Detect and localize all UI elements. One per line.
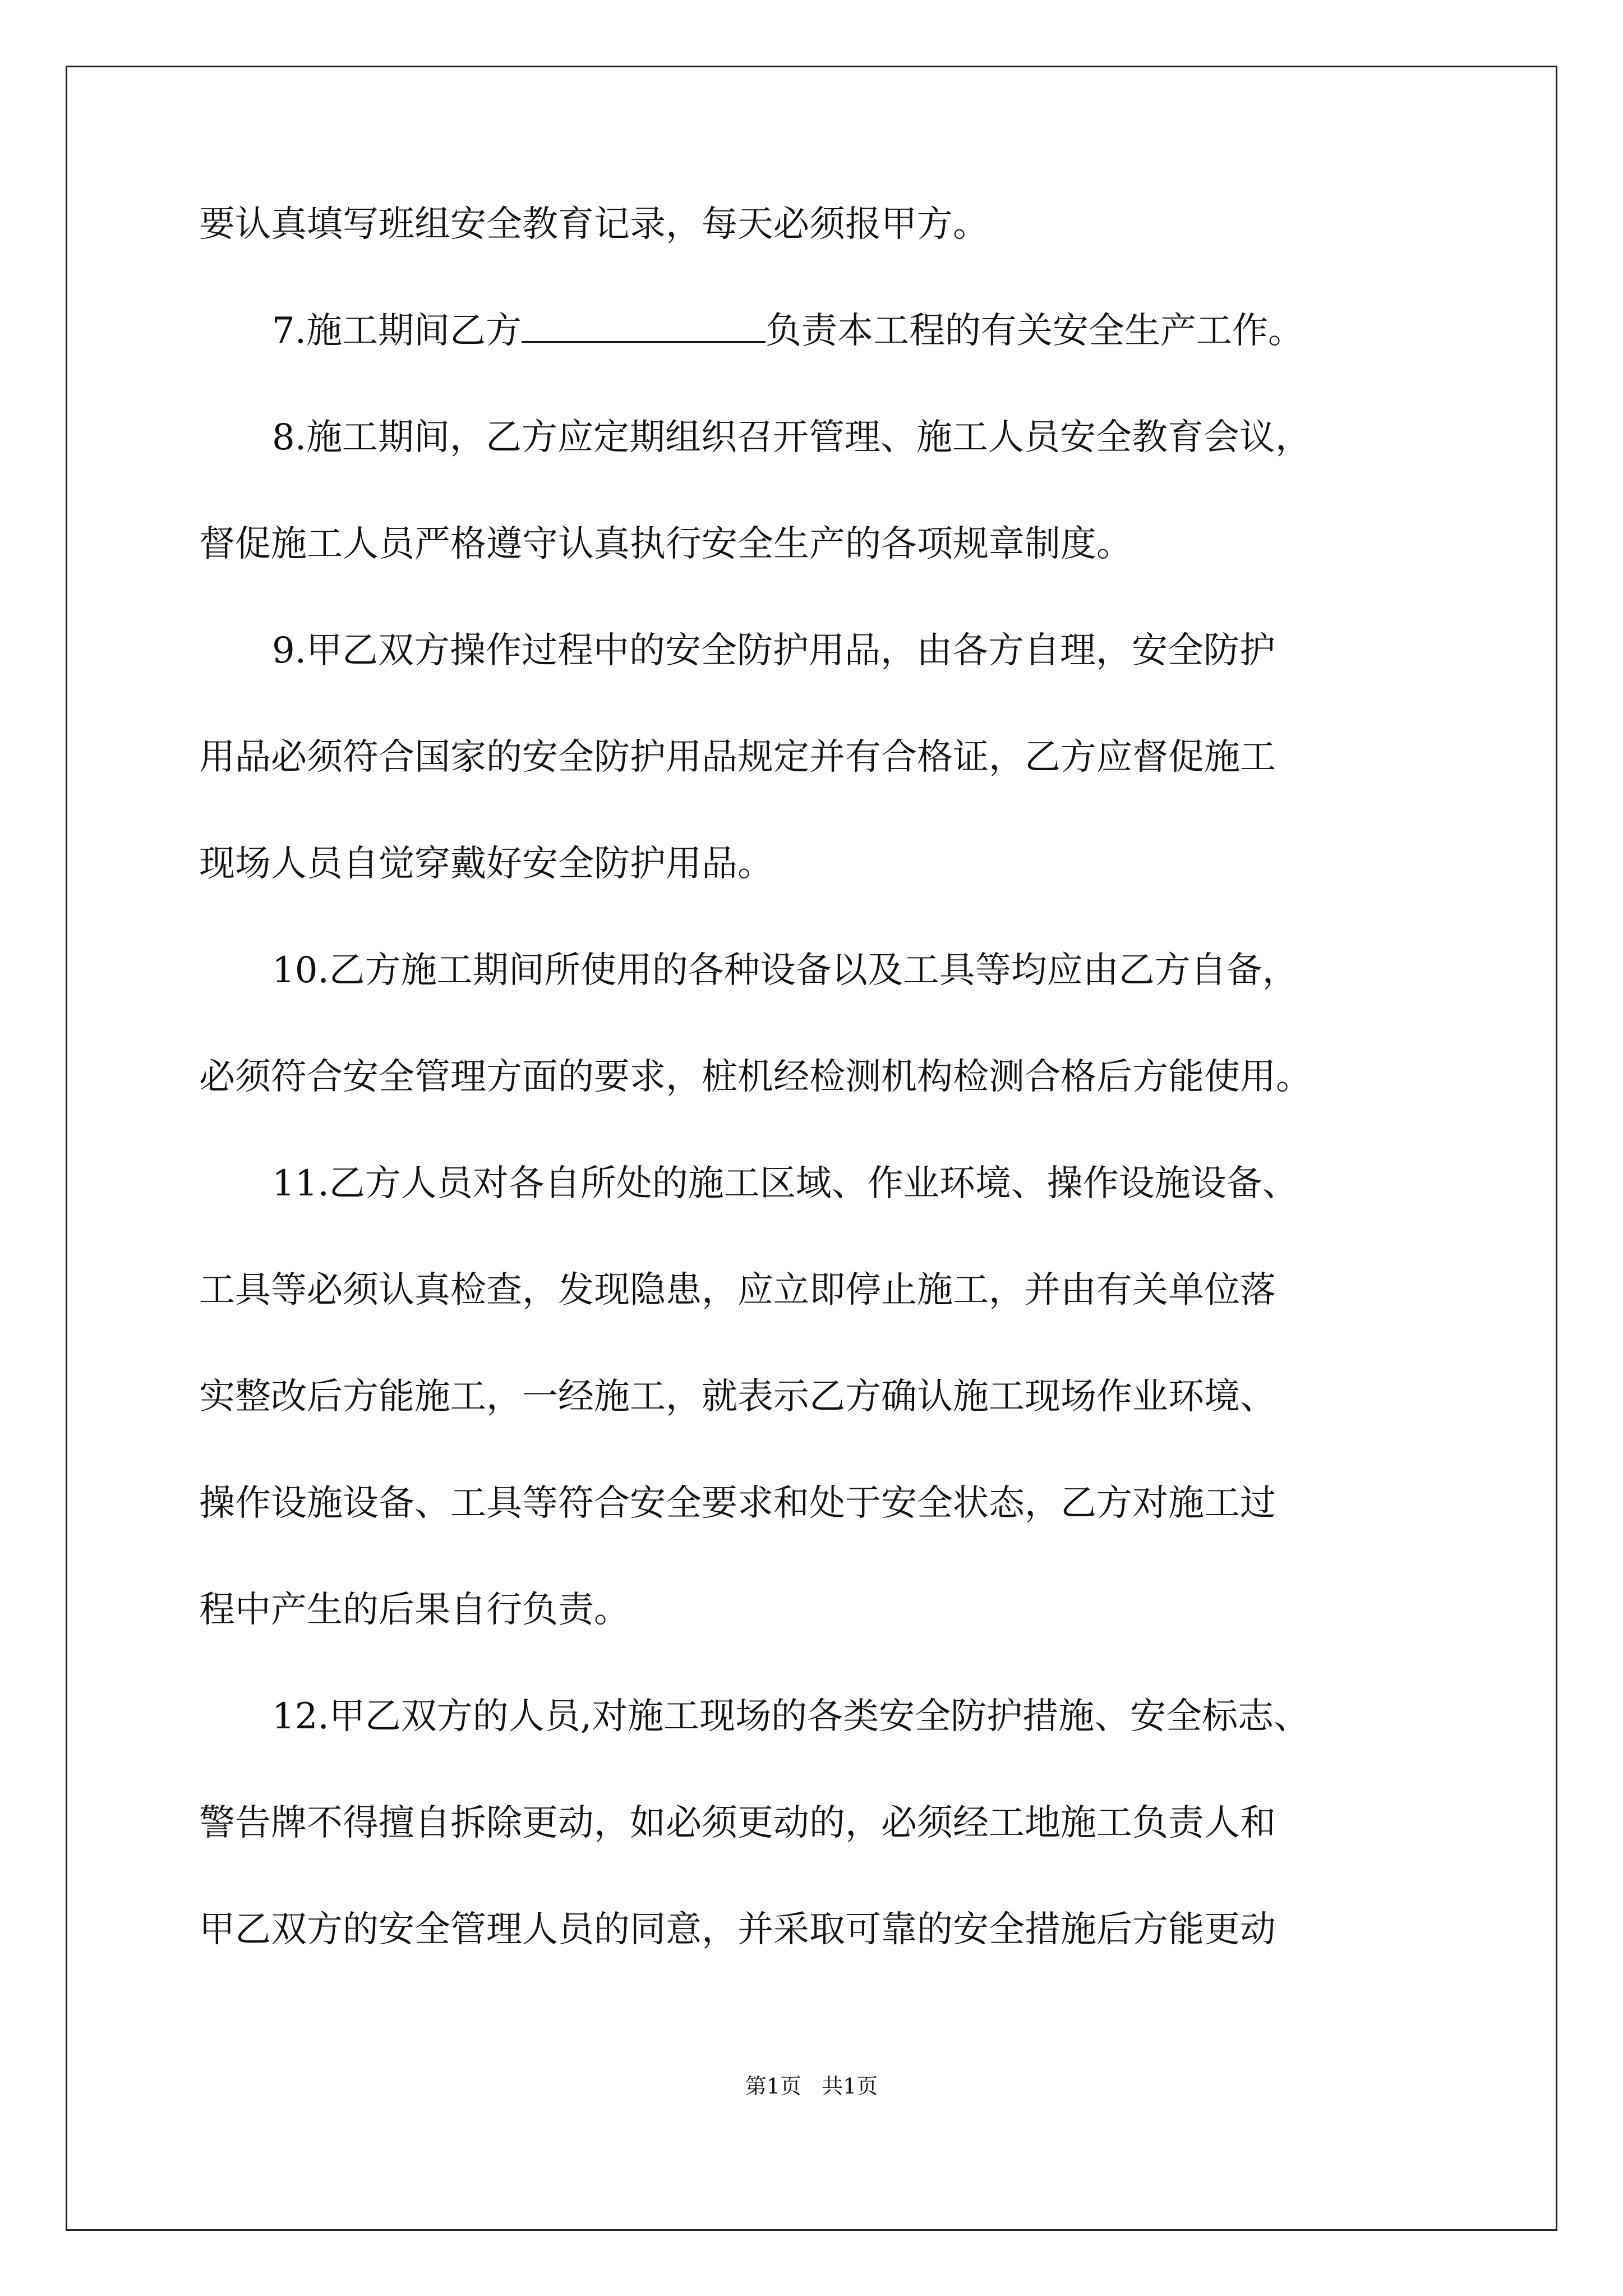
paragraph-9-line-3: 现场人员自觉穿戴好安全防护用品。: [199, 843, 773, 885]
paragraph-6-line-3: 要认真填写班组安全教育记录，每天必须报甲方。: [199, 204, 989, 245]
paragraph-11-line-4: 操作设施设备、工具等符合安全要求和处于安全状态，乙方对施工过: [199, 1483, 1276, 1524]
paragraph-10-line-1: 10.乙方施工期间所使用的各种设备以及工具等均应由乙方自备，: [272, 950, 1298, 991]
paragraph-11-line-2: 工具等必须认真检查，发现隐患，应立即停止施工，并由有关单位落: [199, 1269, 1276, 1311]
paragraph-11-line-5: 程中产生的后果自行负责。: [199, 1589, 630, 1631]
paragraph-11-line-3: 实整改后方能施工，一经施工，就表示乙方确认施工现场作业环境、: [199, 1376, 1276, 1418]
paragraph-12-line-3: 甲乙双方的安全管理人员的同意，并采取可靠的安全措施后方能更动: [199, 1909, 1276, 1950]
paragraph-8-line-2: 督促施工人员严格遵守认真执行安全生产的各项规章制度。: [199, 523, 1132, 565]
paragraph-7-text-after: 负责本工程的有关安全生产工作。: [766, 310, 1304, 352]
paragraph-10-line-2: 必须符合安全管理方面的要求，桩机经检测机构检测合格后方能使用。: [199, 1056, 1312, 1098]
paragraph-12-line-2: 警告牌不得擅自拆除更动，如必须更动的，必须经工地施工负责人和: [199, 1802, 1276, 1844]
paragraph-12-line-1: 12.甲乙双方的人员,对施工现场的各类安全防护措施、安全标志、: [272, 1696, 1310, 1737]
paragraph-9-line-1: 9.甲乙双方操作过程中的安全防护用品，由各方自理，安全防护: [272, 630, 1276, 671]
paragraph-11-line-1: 11.乙方人员对各自所处的施工区域、作业环境、操作设施设备、: [272, 1163, 1298, 1204]
paragraph-7: [272, 309, 1304, 353]
fill-in-blank: [522, 312, 766, 343]
page-frame: [66, 66, 1557, 2231]
paragraph-8-line-1: 8.施工期间，乙方应定期组织召开管理、施工人员安全教育会议，: [272, 417, 1312, 458]
page-footer: 第1页 共1页: [745, 2074, 878, 2099]
paragraph-7-text-before: 7.施工期间乙方: [272, 310, 522, 352]
paragraph-9-line-2: 用品必须符合国家的安全防护用品规定并有合格证，乙方应督促施工: [199, 737, 1276, 778]
